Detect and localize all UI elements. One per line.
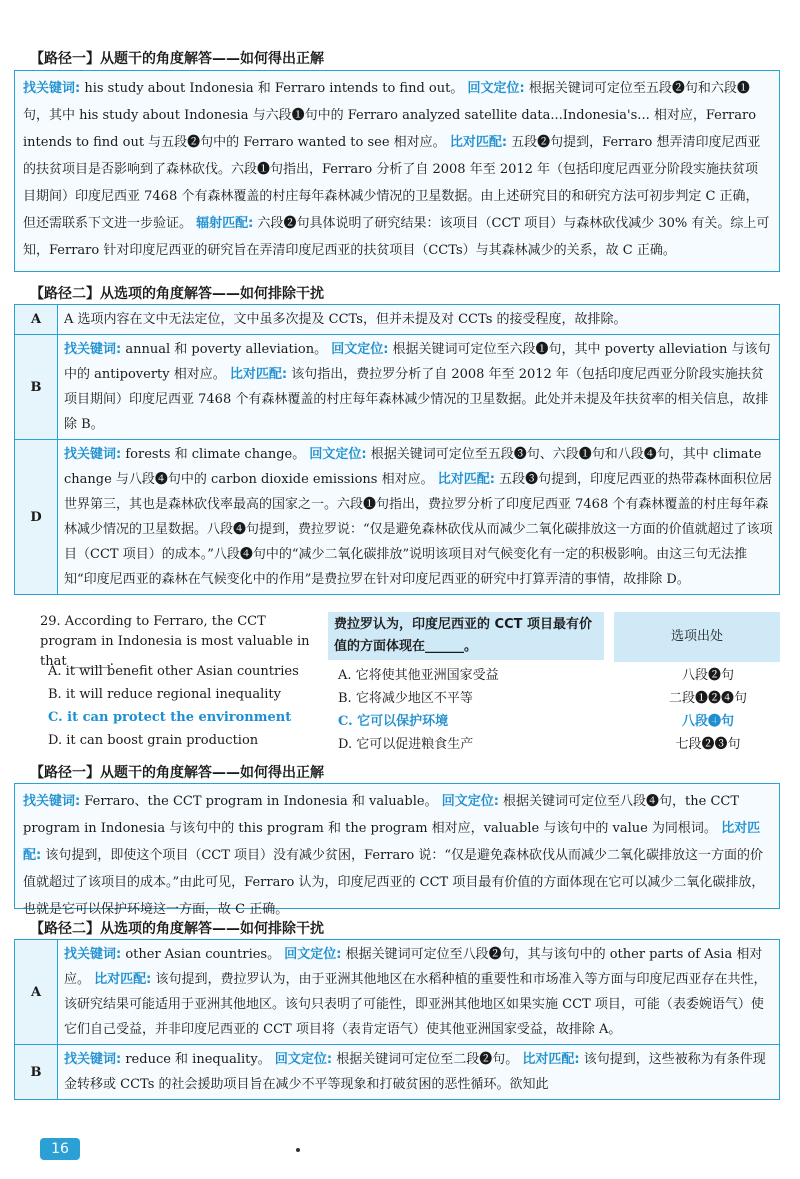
locate-label: 回文定位: xyxy=(274,1052,333,1067)
option-source: 七段❷❸句 xyxy=(675,737,741,752)
option-row-a xyxy=(15,940,780,1045)
locate-text: 根据关键词可定位至八段❹句，the CCT program in Indonesia 与该句中的 this program 和 the program 相对应，valuable 与该句中的 value 为同根词。 xyxy=(23,794,740,836)
q28-path1-box xyxy=(14,70,780,272)
q29-path1-box xyxy=(14,783,780,917)
keyword-text: other Asian countries。 xyxy=(121,947,281,962)
keyword-label: 找关键词: xyxy=(23,794,81,809)
keyword-label: 找关键词: xyxy=(64,1052,122,1067)
option-row-a xyxy=(15,305,780,335)
q29-source-header: 选项出处 xyxy=(614,612,780,662)
option-explanation xyxy=(58,440,780,595)
path2-heading: 【路径二】从选项的角度解答——如何排除干扰 xyxy=(30,286,324,302)
option-explanation xyxy=(58,940,780,1045)
path1-heading-q29: 【路径一】从题干的角度解答——如何得出正解 xyxy=(30,765,324,781)
keyword-label: 找关键词: xyxy=(64,947,122,962)
locate-text: 根据关键词可定位至八段❷句，其与该句中的 other parts of Asia 相对应。 xyxy=(64,947,763,987)
keyword-text: Ferraro、the CCT program in Indonesia 和 valuable。 xyxy=(80,794,438,809)
radiate-label: 辐射匹配: xyxy=(196,216,254,231)
match-label: 比对匹配: xyxy=(437,472,495,487)
option-row-b xyxy=(15,1045,780,1100)
match-text: 五段❸句提到，印度尼西亚的热带森林面积位居世界第三，其也是森林砍伐率最高的国家之一。六段❶句指出，费拉罗分析了印度尼西亚 7468 个有森林覆盖的村庄每年森林减少情况的卫星数据。八段❹句提到，费拉罗说：“仅是避免森林砍伐从而减少二氧化碳排放这一方面的价值就超过了该项目（CCT 项目）的成本。”八段❹句中的“减少二氧化碳排放”说明该项目对气候变化有一定的积极影响。由这三句无法推知“印度尼西亚的森林在气候变化中的作用”是费拉罗在针对印度尼西亚的研究中打算弄清的事情，故排除 D。 xyxy=(64,472,773,587)
q29-stem-en: 29. According to Ferraro, the CCT program in Indonesia is most valuable in that ______. xyxy=(40,614,310,669)
q29-options-table xyxy=(14,939,780,1100)
match-label: 比对匹配: xyxy=(449,135,508,150)
path2-heading-q29: 【路径二】从选项的角度解答——如何排除干扰 xyxy=(30,921,324,937)
match-label: 比对匹配: xyxy=(23,821,761,863)
keyword-label: 找关键词: xyxy=(64,447,122,462)
q28-options-table xyxy=(14,304,780,595)
page-number: 16 xyxy=(40,1138,80,1160)
option-letter: D xyxy=(15,440,58,595)
q29-stem-cn: 费拉罗认为，印度尼西亚的 CCT 项目最有价值的方面体现在______。 xyxy=(328,612,604,660)
match-label: 比对匹配: xyxy=(522,1052,580,1067)
option-letter: A xyxy=(15,305,58,335)
option-explanation xyxy=(58,1045,780,1100)
q29-option-d xyxy=(48,733,780,755)
option-en: D. it can boost grain production xyxy=(48,733,259,748)
page-dot xyxy=(296,1148,300,1152)
option-row-d xyxy=(15,440,780,595)
locate-label: 回文定位: xyxy=(309,447,367,462)
option-letter: B xyxy=(15,1045,58,1100)
option-row-b xyxy=(15,335,780,440)
option-text: A 选项内容在文中无法定位，文中虽多次提及 CCTs，但并未提及对 CCTs 的接受程度，故排除。 xyxy=(58,305,780,335)
locate-text: 根据关键词可定位至六段❶句，其中 poverty alleviation 与该句中的 antipoverty 相对应。 xyxy=(64,342,771,382)
locate-label: 回文定位: xyxy=(441,794,499,809)
radiate-text: 六段❷句具体说明了研究结果：该项目（CCT 项目）与森林砍伐减少 30% 有关。综上可知，Ferraro 针对印度尼西亚的研究旨在弄清印度尼西亚的扶贫项目（CCTs）与其森林减少的关系，故 C 正确。 xyxy=(23,216,770,258)
option-en: B. it will reduce regional inequality xyxy=(48,687,281,702)
match-label: 比对匹配: xyxy=(94,972,152,987)
keyword-label: 找关键词: xyxy=(64,342,122,357)
option-en: A. it will benefit other Asian countries xyxy=(48,664,299,679)
locate-label: 回文定位: xyxy=(284,947,342,962)
locate-text: 根据关键词可定位至二段❷句。 xyxy=(332,1052,519,1067)
path1-heading: 【路径一】从题干的角度解答——如何得出正解 xyxy=(30,51,324,67)
locate-label: 回文定位: xyxy=(467,81,525,96)
match-label: 比对匹配: xyxy=(229,367,288,382)
keyword-label: 找关键词: xyxy=(23,81,81,96)
option-source: 八段❷句 xyxy=(681,668,734,683)
option-cn: B. 它将减少地区不平等 xyxy=(338,691,473,706)
option-en: C. it can protect the environment xyxy=(48,710,292,725)
locate-label: 回文定位: xyxy=(331,342,389,357)
option-letter: A xyxy=(15,940,58,1045)
locate-text: 根据关键词可定位至五段❸句、六段❶句和八段❹句，其中 climate change 与八段❹句中的 carbon dioxide emissions 相对应。 xyxy=(64,447,762,487)
match-text: 该句提到，即使这个项目（CCT 项目）没有减少贫困，Ferraro 说：“仅是避免森林砍伐从而减少二氧化碳排放这一方面的价值就超过了该项目的成本。”由此可见，Ferraro 认为，印度尼西亚的 CCT 项目最有价值的方面体现在它可以减少二氧化碳排放，也就是它可以保护环境这一方面，故 C 正确。 xyxy=(23,848,765,917)
locate-text: 根据关键词可定位至五段❷句和六段❶句，其中 his study about Indonesia 与六段❶句中的 Ferraro analyzed satellite data...Indonesia's... 相对应，Ferraro intends to find out 与五段❷句中的 Ferraro wanted to see 相对应。 xyxy=(23,81,757,150)
option-explanation xyxy=(58,335,780,440)
option-cn: D. 它可以促进粮食生产 xyxy=(338,737,474,752)
option-letter: B xyxy=(15,335,58,440)
match-text: 该句提到，这些被称为有条件现金转移或 CCTs 的社会援助项目旨在减少不平等现象和打破贫困的恶性循环。欲知此 xyxy=(64,1052,766,1092)
option-cn: C. 它可以保护环境 xyxy=(338,714,449,729)
match-text: 该句提到，费拉罗认为，由于亚洲其他地区在水稻种植的重要性和市场准入等方面与印度尼西亚存在共性，该研究结果可能适用于亚洲其他地区。该句只表明了可能性，即亚洲其他地区如果实施 CCT 项目，可能（表委婉语气）使它们自己受益，并非印度尼西亚的 CCT 项目将（表肯定语气）使其他亚洲国家受益，故排除 A。 xyxy=(64,972,767,1037)
match-text: 五段❷句提到，Ferraro 想弄清印度尼西亚的扶贫项目是否影响到了森林砍伐。六段❶句指出，Ferraro 分析了自 2008 年至 2012 年（包括印度尼西亚分阶段实施扶贫项目期间）印度尼西亚 7468 个有森林覆盖的村庄每年森林减少情况的卫星数据。由上述研究目的和研究方法可初步判定 C 正确，但还需联系下文进一步验证。 xyxy=(23,135,761,231)
q29-option-a xyxy=(48,664,780,686)
option-source: 二段❶❷❹句 xyxy=(668,691,747,706)
q29-option-c-correct xyxy=(48,710,780,732)
q29-option-b xyxy=(48,687,780,709)
option-source: 八段❹句 xyxy=(681,714,734,729)
keyword-text: his study about Indonesia 和 Ferraro intends to find out。 xyxy=(80,81,464,96)
keyword-text: annual 和 poverty alleviation。 xyxy=(121,342,328,357)
keyword-text: reduce 和 inequality。 xyxy=(121,1052,271,1067)
match-text: 该句指出，费拉罗分析了自 2008 年至 2012 年（包括印度尼西亚分阶段实施扶贫项目期间）印度尼西亚 7468 个有森林覆盖的村庄每年森林减少情况的卫星数据。此处并未提及年扶贫率的相关信息，故排除 B。 xyxy=(64,367,769,432)
keyword-text: forests 和 climate change。 xyxy=(121,447,306,462)
option-cn: A. 它将使其他亚洲国家受益 xyxy=(338,668,499,683)
